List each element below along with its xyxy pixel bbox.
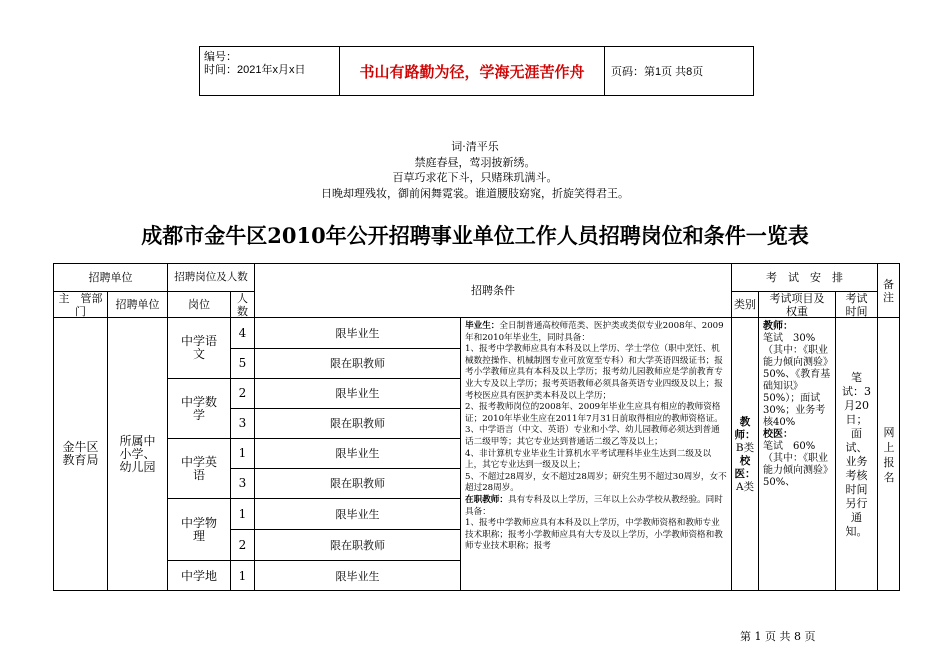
items-doctor-text: 笔试 60%（其中：《职业能力倾向测验》50%、 (763, 441, 828, 488)
requirement-cell: 限毕业生 (255, 561, 461, 591)
count-cell: 4 (231, 318, 255, 349)
exam-time-cell: 笔试：3月20日；面试、业务考核时间另行通知。 (836, 318, 878, 591)
count-cell: 3 (231, 469, 255, 499)
motto: 书山有路勤为径，学海无涯苦作舟 (340, 47, 605, 95)
subject-math: 中学数学 (168, 379, 231, 439)
items-teacher-label: 教师： (763, 321, 793, 332)
graduate-label: 毕业生： (465, 321, 500, 331)
conditions-cell (461, 318, 732, 591)
graduate-item-1: 1、报考中学教师应具有本科及以上学历、学士学位（职中烹饪、机械数控操作、机械制图专业可放宽至专科）和大学英语四级证书；报考小学教师应具有本科及以上学历；报考幼儿园教师应是学前教育专业大专及以上学历；报考英语教师必须具备英语专业四级及以上；报考校医应具有医护类本科及以上学历； (465, 344, 723, 401)
category-cell (732, 318, 759, 591)
exam-items-cell (759, 318, 836, 591)
header-supervisor: 主 管部 门 (54, 292, 108, 318)
requirement-cell: 限在职教师 (255, 469, 461, 499)
number-label: 编号： (204, 51, 237, 63)
count-cell: 5 (231, 349, 255, 379)
header-count: 人数 (231, 292, 255, 318)
header-unit-sub: 招聘单位 (108, 292, 168, 318)
header-remark: 备注 (878, 264, 900, 318)
inservice-text: 具有专科及以上学历，三年以上公办学校从教经验。同时具备： (465, 494, 723, 517)
requirement-cell: 限毕业生 (255, 439, 461, 469)
document-title: 成都市金牛区2010年公开招聘事业单位工作人员招聘岗位和条件一览表 (141, 223, 809, 248)
count-cell: 1 (231, 561, 255, 591)
poem-title: 词·清平乐 (451, 140, 499, 153)
header-category: 类别 (732, 292, 759, 318)
inservice-item-1: 1、报考中学教师应具有本科及以上学历，中学教师资格和教师专业技术职称；报考小学教师应具有大专及以上学历，小学教师资格和教师专业技术职称；报考 (465, 518, 723, 552)
header-post-count: 招聘岗位及人数 (168, 264, 255, 292)
poem-line-3: 日晚却理残妆，御前闲舞霓裳。谁道腰肢窈窕，折旋笑得君王。 (321, 187, 629, 200)
page-footer: 第 1 页 共 8 页 (740, 630, 816, 643)
graduate-text: 全日制普通高校师范类、医护类或类似专业2008年、2009年和2010年毕业生，同时具备： (465, 321, 724, 343)
count-cell: 2 (231, 530, 255, 561)
count-cell: 3 (231, 409, 255, 439)
header-time: 考试时间 (836, 292, 878, 318)
subject-geography: 中学地 (168, 561, 231, 591)
count-cell: 1 (231, 439, 255, 469)
requirement-cell: 限在职教师 (255, 530, 461, 561)
header-items: 考试项目及权重 (759, 292, 836, 318)
requirement-cell: 限在职教师 (255, 349, 461, 379)
poem-line-1: 禁庭春昼，莺羽披新绣。 (414, 156, 536, 169)
subject-english: 中学英语 (168, 439, 231, 499)
requirement-cell: 限毕业生 (255, 499, 461, 530)
page-info: 页码：第1页 共8页 (611, 66, 704, 78)
subject-physics: 中学物理 (168, 499, 231, 561)
poem-line-2: 百草巧求花下斗，只赌珠玑满斗。 (392, 171, 558, 184)
requirement-cell: 限毕业生 (255, 379, 461, 409)
subject-chinese: 中学语文 (168, 318, 231, 379)
category-teacher-class: B类 (735, 441, 755, 454)
items-teacher-text: 笔试 30%（其中：《职业能力倾向测验》50%、《教育基础知识》50%）；面试30%；业务考核40% (763, 333, 831, 428)
header-post: 岗位 (168, 292, 231, 318)
unit-cell: 所属中小学、幼儿园 (108, 318, 168, 591)
header-exam: 考 试 安 排 (732, 264, 878, 292)
recruitment-table (53, 263, 900, 591)
count-cell: 1 (231, 499, 255, 530)
graduate-item-3: 3、中学语言（中文、英语）专业和小学、幼儿园教师必须达到普通话二级甲等；其它专业达到普通话二级乙等及以上； (465, 425, 720, 447)
graduate-item-5: 5、不超过28周岁，女不超过28周岁；研究生男不超过30周岁，女不超过28周岁。 (465, 471, 727, 494)
category-doctor-label: 校医： (734, 454, 756, 480)
requirement-cell: 限在职教师 (255, 409, 461, 439)
header-meta (200, 47, 340, 95)
requirement-cell: 限毕业生 (255, 318, 461, 349)
time-label: 时间：2021年x月x日 (204, 64, 306, 76)
document-header (199, 46, 754, 96)
inservice-label: 在职教师： (465, 494, 508, 505)
supervisor-cell: 金牛区教育局 (54, 318, 108, 591)
graduate-item-2: 2、报考教师岗位的2008年、2009年毕业生应具有相应的教师资格证；2010年毕业生应在2011年7月31日前取得相应的教师资格证。 (465, 402, 723, 424)
remark-cell: 网上报名 (883, 425, 895, 484)
header-unit: 招聘单位 (54, 264, 168, 292)
header-conditions: 招聘条件 (255, 264, 732, 318)
count-cell: 2 (231, 379, 255, 409)
category-teacher-label: 教师： (734, 415, 756, 441)
graduate-item-4: 4、非计算机专业毕业生计算机水平考试理科毕业生达到二级及以上，其它专业达到一级及以上； (465, 448, 712, 471)
category-doctor-class: A类 (735, 480, 755, 493)
items-doctor-label: 校医： (763, 429, 793, 440)
